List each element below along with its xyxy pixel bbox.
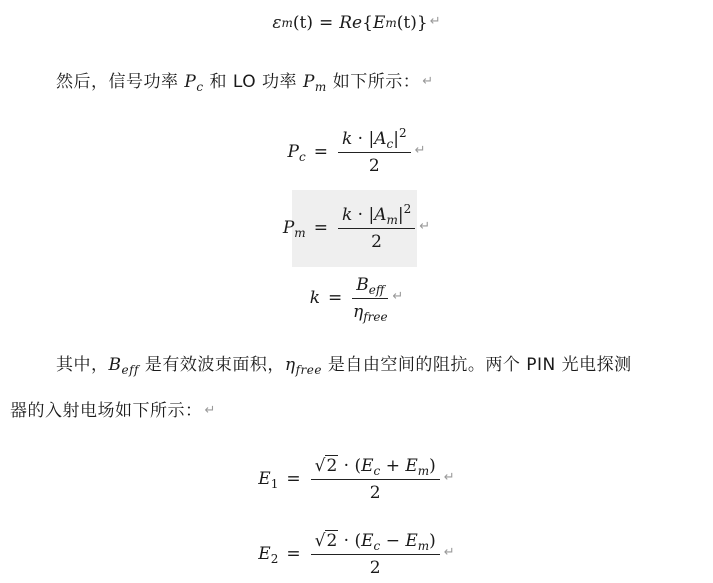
em-symbol: E [405,455,418,476]
denominator: 2 [369,557,381,578]
equation-e2 [0,530,713,578]
para2-text-d: 器的入射电场如下所示： [10,401,203,421]
e1-lhs: E [258,469,271,489]
paragraph-definitions-cont [10,393,699,431]
paragraph-power-intro [56,64,699,102]
eta-sub: free [363,309,388,324]
equation-epsilon: ε m (t) = Re { E m (t) } ↵ [272,13,441,33]
paragraph-mark-icon: ↵ [429,13,441,29]
equation-k [0,273,713,323]
ec-symbol: E [361,455,374,476]
a-symbol: A [374,128,387,149]
pm-lhs-sub: m [294,226,306,240]
paragraph-mark-icon: ↵ [443,544,455,560]
fraction-e2 [311,531,440,578]
pm-lhs: P [282,218,295,238]
fraction-k [352,275,388,322]
e2-lhs: E [258,544,271,564]
b-sub: eff [368,282,385,297]
ec-symbol: E [361,530,374,551]
a-sub: c [386,136,394,151]
em-symbol: E [405,530,418,551]
brace-close: } [416,13,428,33]
e1-lhs-sub: 1 [270,477,279,491]
pc-symbol: P [184,72,197,92]
pm-sub: m [314,80,327,94]
b-symbol: B [356,274,369,295]
paragraph-mark-icon: ↵ [443,469,455,485]
a-sub: m [386,212,398,227]
sqrt-icon: √ [314,455,326,476]
fraction-e1 [311,456,440,503]
k-symbol: k [341,204,353,225]
arg-t2: (t) [396,13,417,33]
b-eff-sub: eff [121,363,139,377]
plus-operator: + [385,455,400,476]
k-lhs: k [309,288,321,308]
abs-open: | [368,128,375,149]
k-symbol: k [341,128,353,149]
power: 2 [398,125,407,140]
equation-e1 [0,455,713,503]
para2-text-a: 其中， [56,355,109,375]
eta-free-symbol: η [284,355,296,375]
pc-lhs-sub: c [298,150,306,164]
equals-sign: = [313,218,328,238]
b-eff-symbol: B [108,355,122,375]
denominator: 2 [368,155,380,176]
equals-sign: = [319,13,334,33]
para1-text-a: 然后，信号功率 [56,72,185,92]
power: 2 [403,201,412,216]
para2-text-c: 是自由空间的阻抗。两个 PIN 光电探测 [321,355,632,375]
equals-sign: = [328,288,343,308]
fraction-pc [338,125,411,176]
equation-pm [0,201,713,252]
dot-operator: · [343,530,350,551]
re-operator: Re [339,13,363,33]
paren-close: ) [429,455,436,476]
sqrt-icon: √ [314,530,326,551]
em-sub: m [417,463,430,478]
e2-lhs-sub: 2 [270,552,279,566]
paren-open: ( [354,530,362,551]
arg-t: (t) [292,13,313,33]
para1-text-b: 和 LO 功率 [203,72,303,92]
abs-open: | [368,204,375,225]
dot-operator: · [357,128,364,149]
sqrt-arg: 2 [326,455,338,476]
ec-sub: c [373,463,381,478]
fraction-pm [338,201,415,252]
paragraph-mark-icon: ↵ [422,74,434,89]
sqrt-arg: 2 [326,530,338,551]
abs-close: | [393,128,399,149]
dot-operator: · [343,455,350,476]
equals-sign: = [313,142,328,162]
ec-sub: c [373,538,381,553]
a-symbol: A [374,204,387,225]
field-symbol: E [372,13,386,33]
dot-operator: · [357,204,364,225]
denominator: 2 [369,482,381,503]
equals-sign: = [286,544,301,564]
em-sub: m [417,538,430,553]
para1-text-c: 如下所示： [326,72,421,92]
eta-free-sub: free [295,363,322,377]
brace-open: { [362,13,373,33]
paren-close: ) [429,530,436,551]
paragraph-mark-icon: ↵ [414,142,426,158]
epsilon-symbol: ε [272,13,282,33]
equals-sign: = [286,469,301,489]
paragraph-mark-icon: ↵ [392,288,404,304]
equation-pc [0,125,713,176]
paragraph-mark-icon: ↵ [204,403,216,418]
para2-text-b: 是有效波束面积， [138,355,285,375]
eta-symbol: η [353,301,364,322]
paren-open: ( [354,455,362,476]
pc-lhs: P [287,142,299,162]
pm-symbol: P [302,72,315,92]
pc-sub: c [196,80,204,94]
minus-operator: − [385,530,400,551]
paragraph-definitions [56,347,699,383]
abs-close: | [397,204,404,225]
denominator: 2 [371,231,382,252]
paragraph-mark-icon: ↵ [419,218,431,234]
